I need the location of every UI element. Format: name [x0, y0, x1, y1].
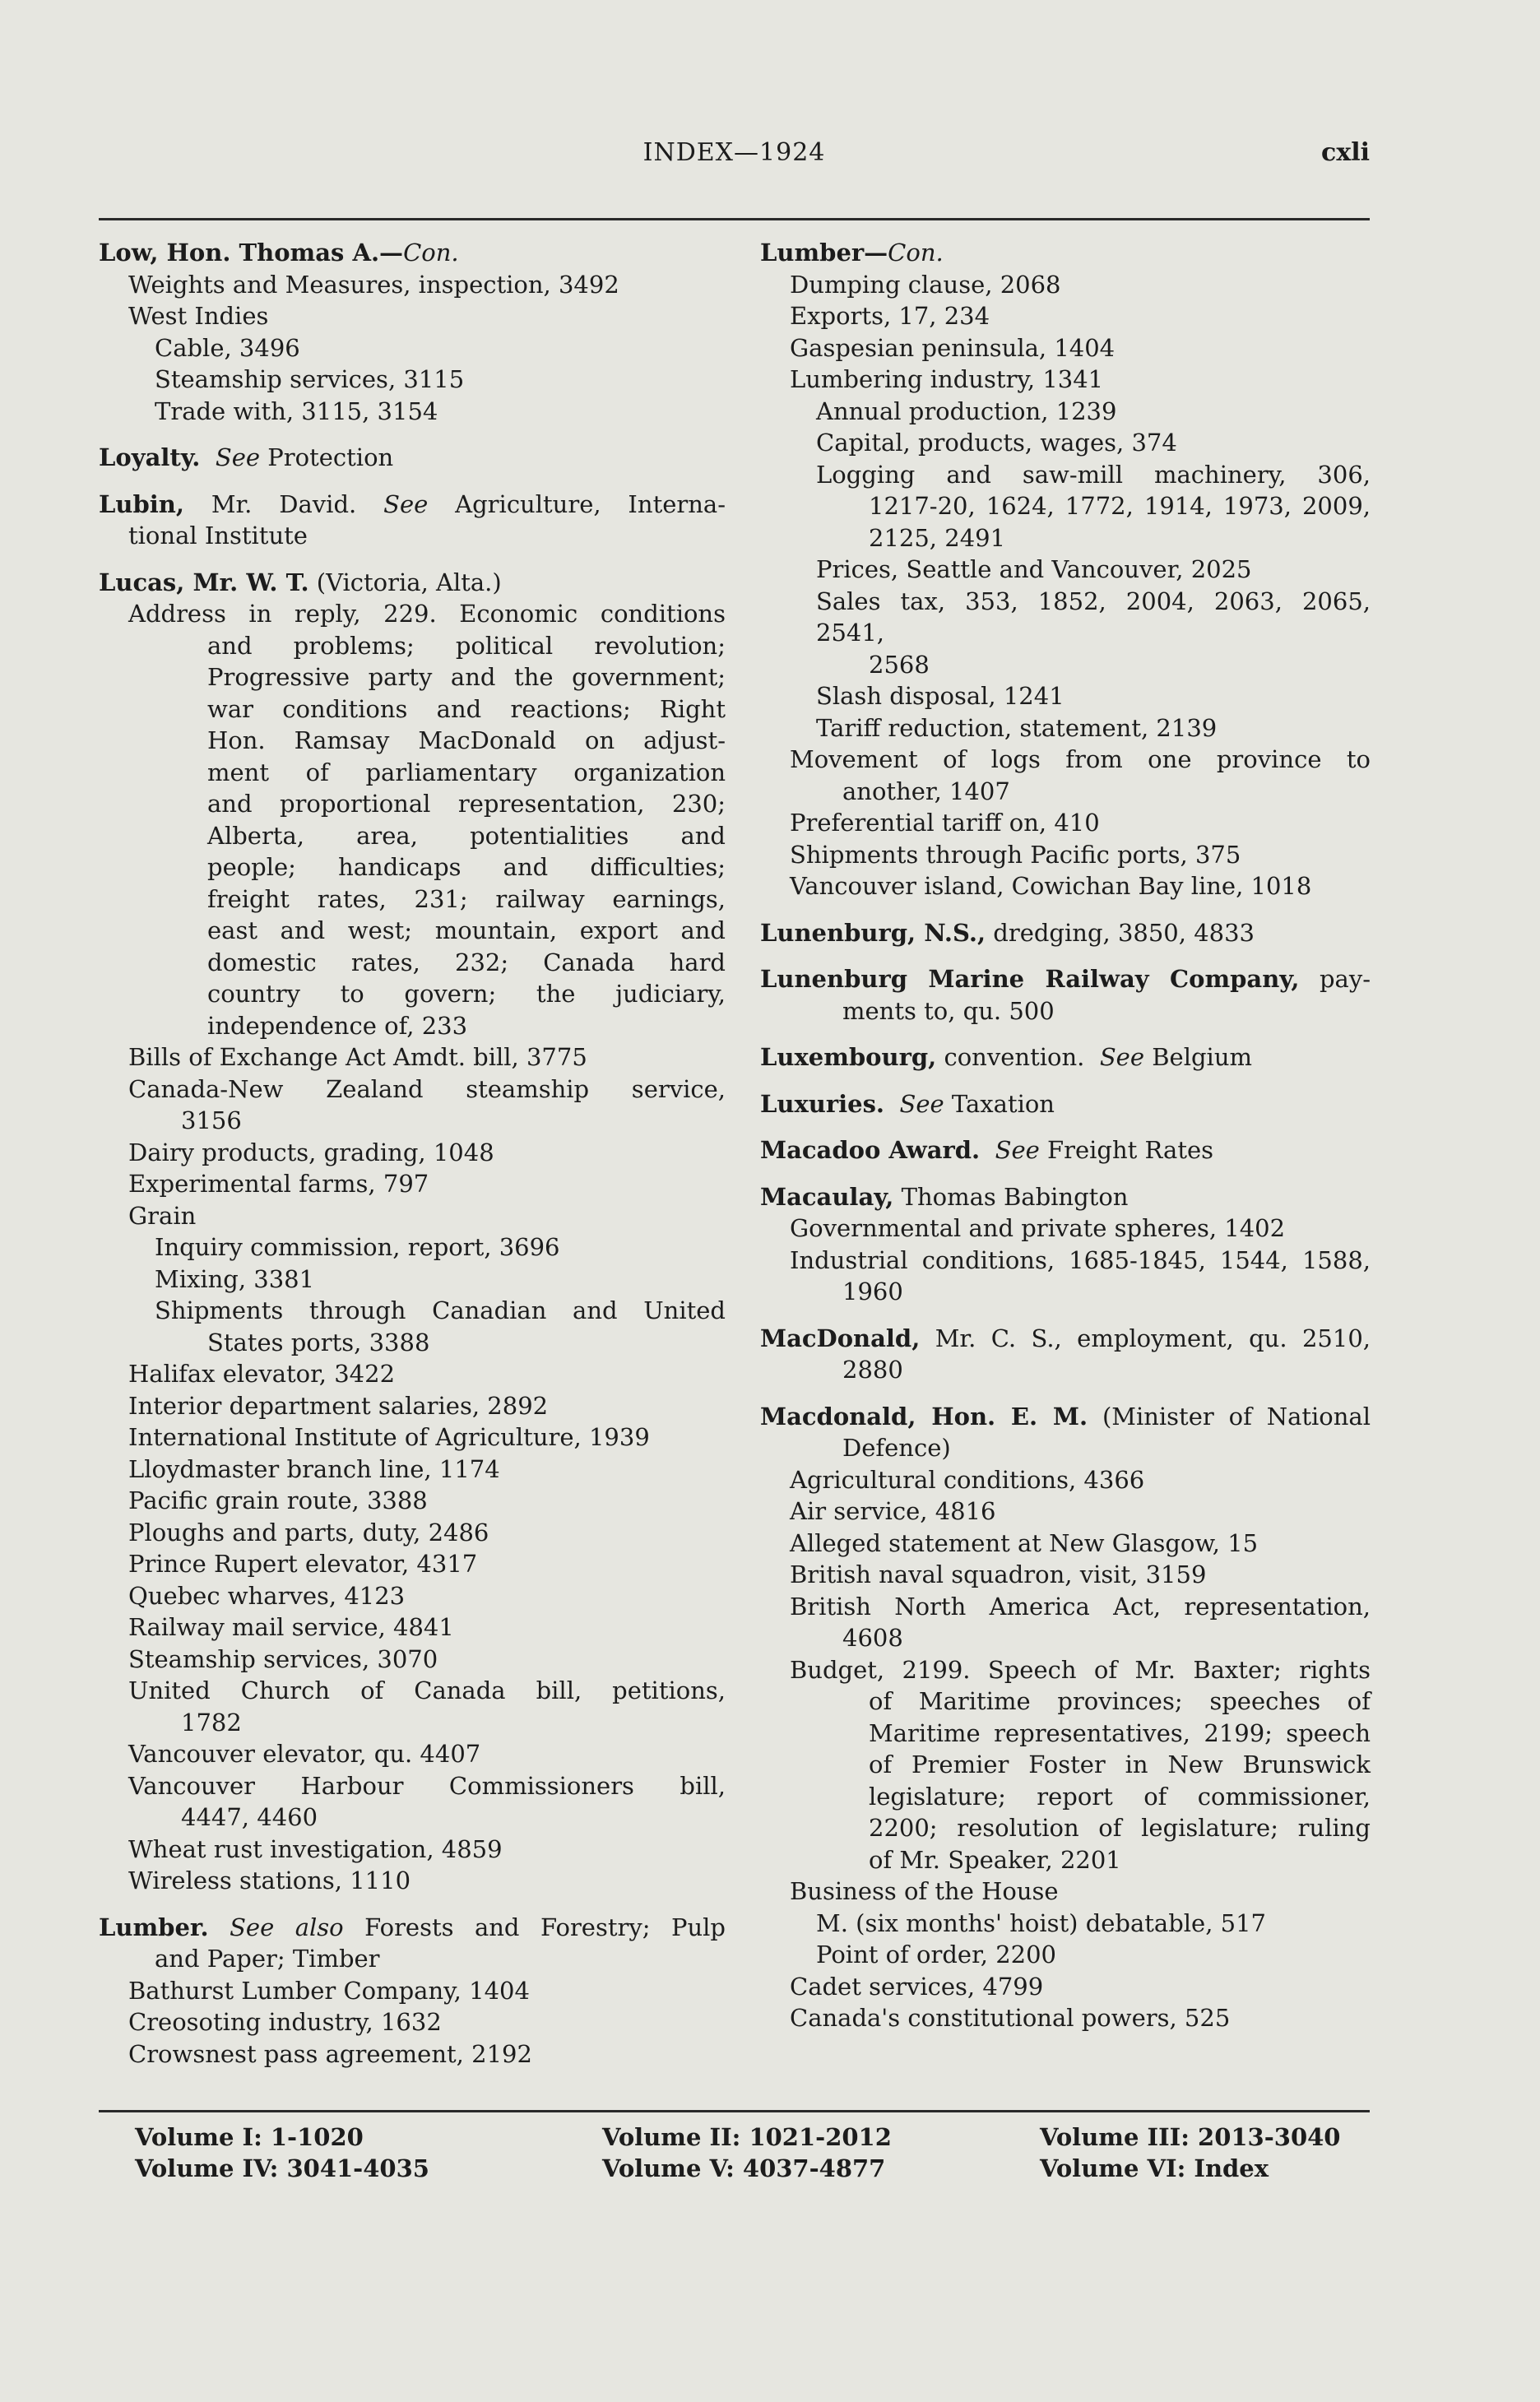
entry-qualifier: (Minister of National — [1102, 1402, 1371, 1431]
sub-sub-entry: Capital, products, wages, 374 — [816, 429, 1177, 457]
sub-entry: Vancouver island, Cowichan Bay line, 1018 — [790, 872, 1312, 900]
volume-4: Volume IV: 3041-4035 — [135, 2154, 429, 2182]
continuation-line: ments to, qu. 500 — [842, 996, 1055, 1025]
continuation-line: 1782 — [181, 1708, 242, 1737]
address-line: Progressive party and the government; — [207, 663, 726, 691]
index-entry-low — [99, 237, 726, 427]
continuation-line: 1960 — [842, 1278, 903, 1305]
sub-sub-entry: Shipments through Canadian and United — [155, 1296, 726, 1324]
sub-entry: Canada's constitutional powers, 525 — [790, 2004, 1231, 2032]
budget-line: Maritime representatives, 2199; speech — [869, 1718, 1371, 1747]
index-entry-luxuries — [760, 1088, 1371, 1120]
sub-entry: Dairy products, grading, 1048 — [128, 1138, 494, 1166]
sub-entry: Vancouver elevator, qu. 4407 — [128, 1740, 481, 1768]
sub-sub-entry: Steamship services, 3115 — [155, 365, 465, 393]
entry-heading: Loyalty. — [99, 443, 201, 471]
sub-entry: Lumbering industry, 1341 — [790, 365, 1104, 393]
sub-entry: Exports, 17, 234 — [790, 302, 990, 330]
budget-line: of Mr. Speaker, 2201 — [869, 1845, 1121, 1874]
sub-sub-entry: Logging and saw-mill machinery, 306, — [816, 460, 1371, 489]
continuation-line: States ports, 3388 — [207, 1328, 430, 1356]
sub-entry: Alleged statement at New Glasgow, 15 — [790, 1528, 1259, 1557]
sub-entry: Agricultural conditions, 4366 — [790, 1465, 1145, 1494]
sub-entry: Dumping clause, 2068 — [790, 270, 1061, 299]
address-line: Hon. Ramsay MacDonald on adjust- — [207, 726, 726, 754]
entry-text: Mr. C. S., employment, qu. 2510, — [935, 1324, 1371, 1352]
continuation-line: 2880 — [842, 1356, 903, 1384]
entry-text: dredging, 3850, 4833 — [993, 918, 1255, 947]
sub-entry: Pacific grain route, 3388 — [128, 1486, 428, 1514]
see-reference: See — [383, 489, 429, 518]
volume-6: Volume VI: Index — [1040, 2154, 1269, 2182]
entry-heading: Lumber— — [760, 239, 888, 267]
entry-heading: Lunenburg Marine Railway Company, — [760, 965, 1300, 993]
sub-entry: Bills of Exchange Act Amdt. bill, 3775 — [128, 1043, 587, 1071]
entry-heading: Low, Hon. Thomas A.— — [99, 239, 404, 267]
sub-entry: Interior department salaries, 2892 — [128, 1391, 549, 1420]
address-line: war conditions and reactions; Right — [207, 694, 726, 723]
entry-heading-con: Con. — [888, 239, 944, 267]
sub-sub-entry: Tariff reduction, statement, 2139 — [816, 713, 1218, 742]
entry-heading: Luxuries. — [760, 1089, 885, 1118]
page-number: cxli — [1321, 138, 1370, 167]
right-column — [760, 237, 1371, 2049]
continuation-line: 3156 — [181, 1106, 242, 1134]
sub-sub-entry: Point of order, 2200 — [816, 1941, 1056, 1968]
continuation-line: Defence) — [842, 1434, 951, 1462]
sub-sub-entry: Prices, Seattle and Vancouver, 2025 — [816, 555, 1252, 583]
index-entry-loyalty — [99, 442, 726, 474]
budget-line: 2200; resolution of legislature; ruling — [869, 1814, 1371, 1842]
address-line: and problems; political revolution; — [207, 631, 726, 660]
sub-entry: Preferential tariff on, 410 — [790, 809, 1100, 837]
sub-entry: Experimental farms, 797 — [128, 1170, 429, 1198]
sub-entry: Ploughs and parts, duty, 2486 — [128, 1518, 489, 1546]
sub-entry: Vancouver Harbour Commissioners bill, — [128, 1771, 726, 1800]
entry-heading: Lumber. — [99, 1913, 209, 1941]
address-line: Alberta, area, potentialities and — [207, 821, 726, 850]
header-rule — [99, 218, 1370, 220]
sub-sub-entry: Inquiry commission, report, 3696 — [155, 1233, 560, 1261]
entry-heading: Macdonald, Hon. E. M. — [760, 1402, 1088, 1431]
cross-reference: Belgium — [1152, 1043, 1252, 1071]
sub-entry: Creosoting industry, 1632 — [128, 2008, 442, 2036]
sub-entry: Governmental and private spheres, 1402 — [790, 1214, 1286, 1242]
sub-sub-entry: Mixing, 3381 — [155, 1264, 315, 1293]
index-entry-lubin — [99, 489, 726, 552]
address-line: domestic rates, 232; Canada hard — [207, 948, 726, 976]
index-entry-macadoo — [760, 1134, 1371, 1166]
entry-qualifier: (Victoria, Alta.) — [316, 568, 502, 596]
sub-entry: Bathurst Lumber Company, 1404 — [128, 1976, 530, 2005]
sub-entry: International Institute of Agriculture, 1939 — [128, 1423, 650, 1451]
continuation-line: 4608 — [842, 1624, 903, 1652]
sub-entry: Industrial conditions, 1685-1845, 1544, 1588, — [790, 1245, 1371, 1274]
sub-entry: Movement of logs from one province to — [790, 745, 1371, 773]
sub-entry: Railway mail service, 4841 — [128, 1613, 454, 1641]
entry-heading: Macadoo Award. — [760, 1136, 981, 1164]
continuation-line: 4447, 4460 — [181, 1803, 318, 1831]
cross-reference: Protection — [267, 443, 394, 471]
sub-sub-entry: M. (six months' hoist) debatable, 517 — [816, 1908, 1267, 1937]
sub-sub-entry: Cable, 3496 — [155, 333, 300, 362]
index-entry-macaulay — [760, 1181, 1371, 1308]
address-line: people; handicaps and difficulties; — [207, 853, 726, 881]
left-column — [99, 237, 726, 2084]
see-reference: See — [1099, 1043, 1145, 1071]
continuation-line: 2568 — [869, 650, 930, 679]
budget-line: Budget, 2199. Speech of Mr. Baxter; rights — [790, 1655, 1371, 1684]
cross-reference: Freight Rates — [1047, 1136, 1214, 1164]
page-title: INDEX—1924 — [642, 138, 826, 167]
entry-text: convention. — [944, 1043, 1085, 1071]
index-entry-macdonald-cs — [760, 1323, 1371, 1386]
index-entry-luxembourg — [760, 1041, 1371, 1073]
continuation-line: 1217-20, 1624, 1772, 1914, 1973, 2009, — [869, 492, 1371, 520]
sub-entry: Steamship services, 3070 — [128, 1644, 438, 1673]
budget-line: legislature; report of commissioner, — [869, 1782, 1371, 1811]
sub-sub-entry: Annual production, 1239 — [816, 396, 1117, 425]
volume-1: Volume I: 1-1020 — [135, 2123, 364, 2151]
sub-entry: Wireless stations, 1110 — [128, 1866, 411, 1894]
address-line: country to govern; the judiciary, — [207, 980, 726, 1008]
continuation-line: 2125, 2491 — [869, 523, 1006, 552]
continuation-line: another, 1407 — [842, 777, 1010, 805]
sub-entry: Grain — [128, 1201, 197, 1230]
index-entry-lunenburg-marine — [760, 963, 1371, 1027]
continuation-line: and Paper; Timber — [155, 1945, 380, 1973]
sub-entry: United Church of Canada bill, petitions, — [128, 1676, 726, 1704]
footer-rule — [99, 2110, 1370, 2112]
index-entry-lumber — [99, 1912, 726, 2070]
address-line: east and west; mountain, export and — [207, 916, 726, 944]
continuation-line: tional Institute — [128, 522, 308, 549]
entry-heading: Macaulay, — [760, 1182, 894, 1211]
cross-reference: Agriculture, Interna- — [455, 489, 726, 518]
address-line: Address in reply, 229. Economic conditions — [128, 600, 726, 628]
cross-reference: Forests and Forestry; Pulp — [364, 1913, 726, 1941]
see-reference: See also — [230, 1913, 344, 1941]
entry-heading: Luxembourg, — [760, 1043, 937, 1071]
sub-entry: Business of the House — [790, 1877, 1059, 1905]
sub-entry: Gaspesian peninsula, 1404 — [790, 333, 1116, 362]
budget-line: of Maritime provinces; speeches of — [869, 1687, 1371, 1715]
sub-entry: Quebec wharves, 4123 — [128, 1581, 406, 1610]
sub-sub-entry: Sales tax, 353, 1852, 2004, 2063, 2065, 2541, — [816, 587, 1371, 647]
sub-entry: Canada-New Zealand steamship service, — [128, 1074, 726, 1103]
sub-entry: Shipments through Pacific ports, 375 — [790, 840, 1241, 869]
budget-line: of Premier Foster in New Brunswick — [869, 1750, 1371, 1778]
sub-entry: Cadet services, 4799 — [790, 1972, 1044, 2001]
volume-3: Volume III: 2013-3040 — [1040, 2123, 1341, 2151]
address-line: and proportional representation, 230; — [207, 790, 726, 818]
see-reference: See — [899, 1089, 944, 1118]
volume-5: Volume V: 4037-4877 — [602, 2154, 886, 2182]
sub-sub-entry: Trade with, 3115, 3154 — [155, 396, 438, 425]
entry-name: Mr. David. — [211, 489, 357, 518]
sub-entry: Weights and Measures, inspection, 3492 — [128, 270, 619, 299]
index-entry-lucas — [99, 567, 726, 1897]
address-line: independence of, 233 — [207, 1011, 468, 1040]
entry-heading: Lucas, Mr. W. T. — [99, 568, 309, 596]
sub-entry: Prince Rupert elevator, 4317 — [128, 1550, 478, 1578]
sub-entry: Air service, 4816 — [790, 1497, 996, 1525]
entry-text: pay- — [1319, 965, 1371, 993]
address-line: ment of parliamentary organization — [207, 758, 726, 786]
entry-heading: Lubin, — [99, 489, 184, 518]
sub-entry: Wheat rust investigation, 4859 — [128, 1834, 503, 1863]
sub-entry: Halifax elevator, 3422 — [128, 1360, 396, 1388]
entry-heading: MacDonald, — [760, 1324, 921, 1352]
sub-sub-entry: Slash disposal, 1241 — [816, 682, 1065, 710]
sub-entry: British North America Act, representation, — [790, 1592, 1371, 1621]
see-reference: See — [995, 1136, 1040, 1164]
see-reference: See — [215, 443, 261, 471]
index-entry-lunenburg — [760, 917, 1371, 949]
index-entry-lumber-con — [760, 237, 1371, 902]
entry-name: Thomas Babington — [901, 1182, 1129, 1211]
sub-entry: Lloydmaster branch line, 1174 — [128, 1454, 500, 1483]
index-entry-macdonald-em — [760, 1401, 1371, 2034]
sub-entry: West Indies — [128, 302, 269, 330]
entry-heading-con: Con. — [403, 239, 459, 267]
entry-heading: Lunenburg, N.S., — [760, 918, 986, 947]
address-line: freight rates, 231; railway earnings, — [207, 884, 726, 913]
sub-entry: Crowsnest pass agreement, 2192 — [128, 2039, 532, 2068]
volume-2: Volume II: 1021-2012 — [602, 2123, 892, 2151]
sub-entry: British naval squadron, visit, 3159 — [790, 1560, 1207, 1588]
page-header — [99, 138, 1370, 188]
cross-reference: Taxation — [951, 1089, 1055, 1118]
